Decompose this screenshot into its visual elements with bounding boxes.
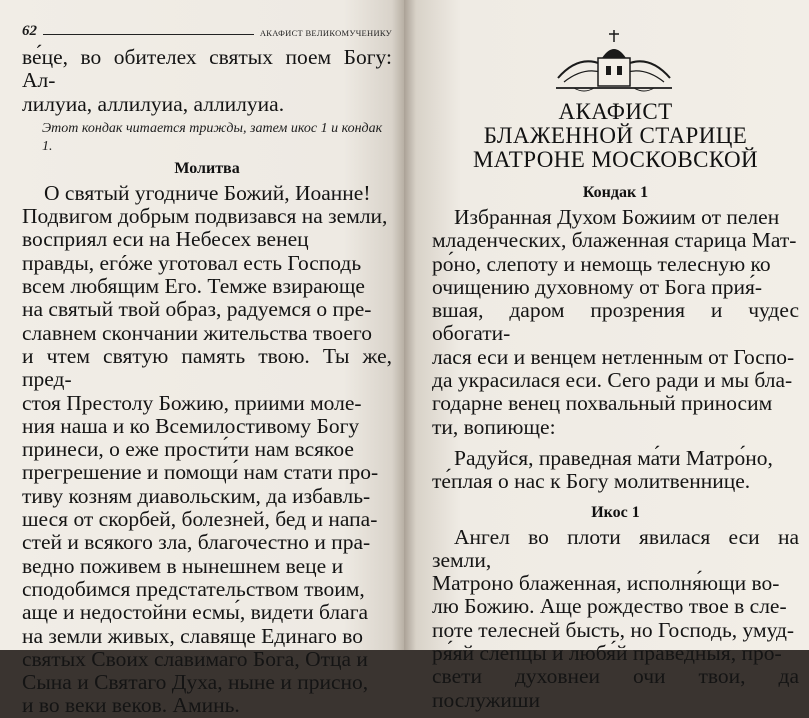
text-line: О святый угодниче Божий, Иоанне! bbox=[44, 180, 371, 205]
text-line: всем любящим Его. Темже взирающе bbox=[22, 274, 365, 299]
text-line: ния наша и ко Всемилостивому Богу bbox=[22, 413, 360, 438]
rubric-note: Этот кондак читается трижды, затем икос 1 и кондак 1. bbox=[42, 120, 383, 154]
text-line: шеся от скорбей, болезней, бед и напа- bbox=[22, 507, 378, 532]
text-line: и чтем святую память твою. Ты же, пред- bbox=[22, 343, 392, 392]
text-line: восприял еси на Небесех венец bbox=[22, 227, 309, 252]
text-line: годарне венец похвальный приносим bbox=[432, 391, 773, 416]
text-line: ро́но, слепоту и немощь телесную ко bbox=[432, 251, 771, 276]
church-ornament-icon bbox=[554, 28, 674, 96]
text-line: лася еси и венцем нетленным от Госпо- bbox=[432, 344, 795, 369]
ikos-title: Икос 1 bbox=[591, 503, 640, 521]
text-line: ря́яй слепцы и любя́й праведныя, про- bbox=[432, 641, 782, 666]
text-line: на земли живых, славяще Единаго во bbox=[22, 623, 363, 648]
text-line: Ангел во плоти явилася еси на земли, bbox=[432, 524, 799, 572]
text-line: лю Божию. Аще рождество твое в сле- bbox=[432, 594, 787, 619]
prayer-text bbox=[22, 182, 392, 718]
text-line: Подвигом добрым подвизався на земли, bbox=[22, 204, 388, 229]
prayer-title: Молитва bbox=[174, 159, 240, 177]
text-line: Сына и Святаго Духа, ныне и присно, bbox=[22, 670, 369, 695]
text-line: поте телесней бысть, но Господь, умуд- bbox=[432, 617, 795, 642]
text-line: стоя Престолу Божию, приими моле- bbox=[22, 390, 362, 415]
header-rule bbox=[43, 34, 254, 35]
kondak-title: Кондак 1 bbox=[582, 184, 649, 201]
text-line: правды, егóже уготовал есть Господь bbox=[22, 250, 362, 275]
text-line: святых Своих славимаго Бога, Отца и bbox=[22, 646, 368, 671]
text-line: ти, вопиюще: bbox=[432, 414, 556, 439]
text-line: вшая, даром прозрения и чудес обогати- bbox=[432, 298, 799, 346]
text-line: да украсилася еси. Сего ради и мы бла- bbox=[432, 368, 793, 393]
refrain-text bbox=[432, 447, 799, 494]
left-page bbox=[0, 0, 404, 718]
page-number: 62 bbox=[22, 23, 37, 39]
text-line: Матроно блаженная, исполня́ющи во- bbox=[432, 571, 780, 596]
text-line: Избранная Духом Божиим от пелен bbox=[454, 205, 780, 229]
continued-text bbox=[22, 46, 392, 116]
text-line: тиву козням диавольским, да избавль- bbox=[22, 483, 371, 508]
text-line: ведно поживем в нынешнем веце и bbox=[22, 553, 344, 578]
text-line: свети духовнеи очи твои, да послужиши bbox=[432, 664, 799, 712]
right-page bbox=[404, 0, 809, 712]
text-line: сподобимся предстательством твоим, bbox=[22, 576, 365, 601]
title-line: АКАФИСТ bbox=[558, 99, 673, 124]
text-line: лилуиа, аллилуиа, аллилуиа. bbox=[22, 91, 285, 116]
left-page-header bbox=[22, 18, 392, 40]
text-line: те́плая о нас к Богу молитвеннице. bbox=[432, 469, 751, 494]
text-line: и во веки веков. Аминь. bbox=[22, 693, 240, 718]
text-line: стей и всякого зла, благочестно и пра- bbox=[22, 530, 371, 555]
running-title: АКАФИСТ ВЕЛИКОМУЧЕНИКУ bbox=[259, 28, 392, 38]
text-line: ве́це, во обителех святых поем Богу: Ал- bbox=[22, 45, 392, 93]
title-line: МАТРОНЕ МОСКОВСКОЙ bbox=[472, 147, 759, 172]
text-line: Радуйся, праведная ма́ти Матро́но, bbox=[454, 445, 773, 470]
text-line: прегрешение и помощи́ нам стати про- bbox=[22, 460, 379, 485]
text-line: на святый твой образ, радуемся о пре- bbox=[22, 297, 372, 322]
text-line: очищению духовному от Бога прия́- bbox=[432, 274, 763, 299]
kondak-text bbox=[432, 206, 799, 439]
text-line: аще и недостойни есмы́, видети блага bbox=[22, 600, 369, 625]
title-line: БЛАЖЕННОЙ СТАРИЦЕ bbox=[483, 123, 748, 148]
akathist-title bbox=[432, 100, 799, 172]
right-content bbox=[432, 180, 799, 712]
text-line: славнем скончании жительства твоего bbox=[22, 320, 372, 345]
ikos-text bbox=[432, 526, 799, 712]
text-line: принеси, о еже прости́ти нам всякое bbox=[22, 437, 354, 462]
text-line: младенческих, блаженная старица Мат- bbox=[432, 228, 797, 253]
